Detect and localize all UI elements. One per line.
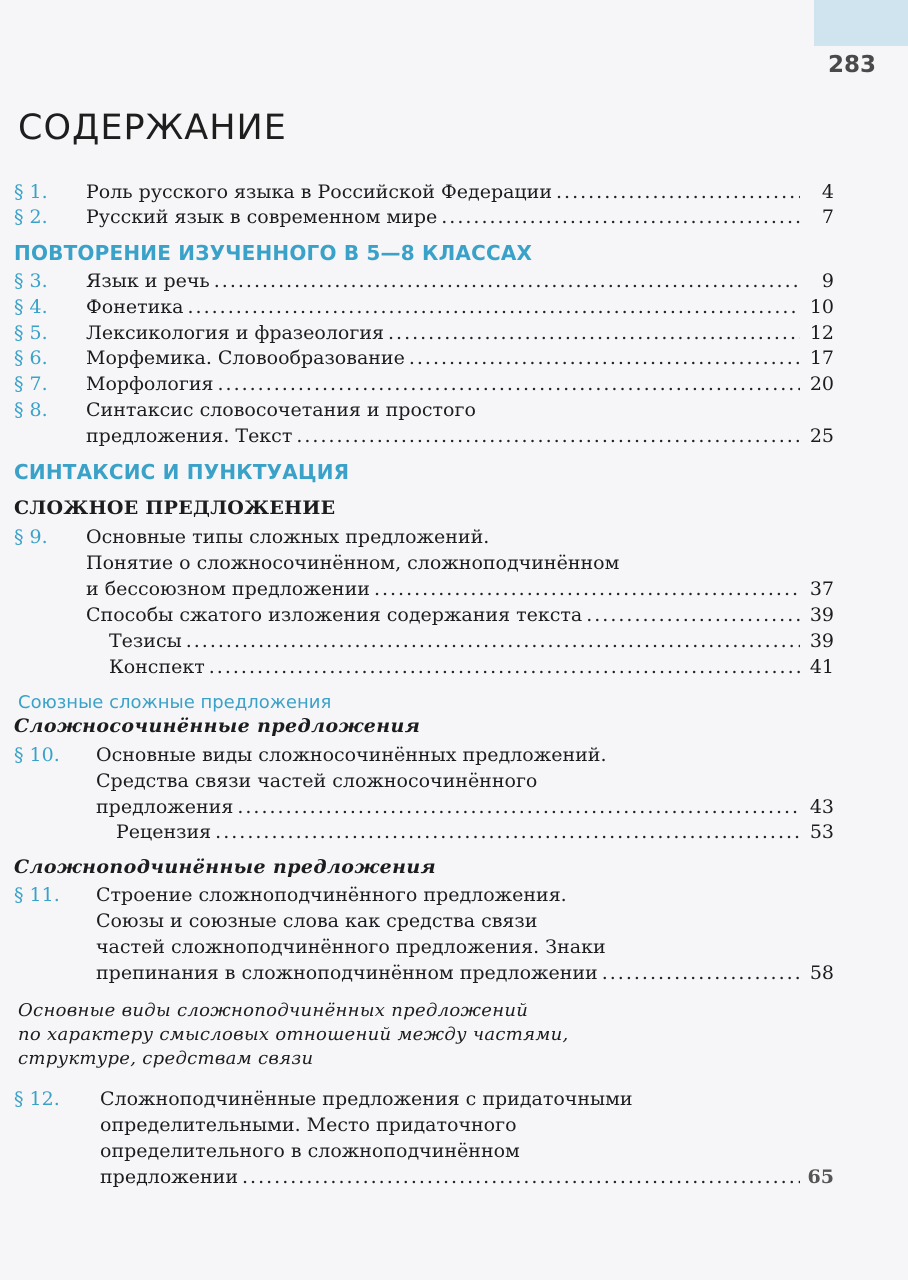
- entry-title: предложении: [100, 1166, 238, 1188]
- toc-entry-5[interactable]: [14, 321, 834, 346]
- toc-entry-9-line-4[interactable]: [14, 603, 834, 628]
- entry-number: § 9.: [14, 526, 48, 548]
- toc-entry-11-line-1[interactable]: [14, 883, 834, 908]
- page-number: 283: [827, 52, 876, 78]
- entry-page: 7: [821, 206, 834, 228]
- entry-page: 17: [809, 347, 834, 369]
- leader-dots: [602, 961, 800, 986]
- italic-subheading-line-1: Основные виды сложноподчинённых предложений: [18, 1000, 529, 1021]
- entry-number: § 7.: [14, 373, 48, 395]
- leader-dots: [217, 372, 800, 397]
- toc-subentry-synopsis[interactable]: [14, 655, 834, 680]
- toc-entry-12-line-2: [14, 1113, 834, 1138]
- entry-number: § 1.: [14, 181, 48, 203]
- toc-entry-6[interactable]: [14, 346, 834, 371]
- entry-page: 65: [807, 1166, 834, 1188]
- entry-title: определительными. Место придаточного: [100, 1114, 517, 1136]
- subsection-compound: Сложносочинённые предложения: [14, 715, 421, 737]
- entry-page: 10: [809, 296, 834, 318]
- leader-dots: [242, 1165, 800, 1190]
- entry-page: 20: [809, 373, 834, 395]
- entry-number: § 8.: [14, 399, 48, 421]
- toc-subentry-review[interactable]: [14, 820, 834, 845]
- subsection-subordinate: Сложноподчинённые предложения: [14, 856, 437, 878]
- entry-page: 58: [809, 962, 834, 984]
- entry-title: Средства связи частей сложносочинённого: [96, 770, 538, 792]
- leader-dots: [388, 321, 800, 346]
- entry-title: Роль русского языка в Российской Федерации: [86, 181, 552, 203]
- toc-entry-2[interactable]: [14, 205, 834, 230]
- toc-entry-7[interactable]: [14, 372, 834, 397]
- entry-title: и бессоюзном предложении: [86, 578, 370, 600]
- entry-number: § 12.: [14, 1088, 60, 1110]
- toc-entry-12-line-3: [14, 1139, 834, 1164]
- entry-page: 39: [809, 604, 834, 626]
- entry-title: Синтаксис словосочетания и простого: [86, 399, 476, 421]
- leader-dots: [186, 629, 800, 654]
- toc-entry-4[interactable]: [14, 295, 834, 320]
- toc-entry-11-line-2: [14, 909, 834, 934]
- entry-page: 37: [809, 578, 834, 600]
- section-heading-syntax: СИНТАКСИС И ПУНКТУАЦИЯ: [14, 460, 350, 484]
- leader-dots: [296, 424, 800, 449]
- entry-title: Сложноподчинённые предложения с придаточными: [100, 1088, 633, 1110]
- entry-number: § 6.: [14, 347, 48, 369]
- leader-dots: [586, 603, 800, 628]
- toc-entry-12-line-1[interactable]: [14, 1087, 834, 1112]
- entry-title: предложения: [96, 796, 234, 818]
- entry-title: частей сложноподчинённого предложения. Знаки: [96, 936, 606, 958]
- entry-number: § 10.: [14, 744, 60, 766]
- entry-title: препинания в сложноподчинённом предложении: [96, 962, 598, 984]
- toc-entry-10-line-3[interactable]: [14, 795, 834, 820]
- leader-dots: [209, 655, 800, 680]
- entry-page: 4: [821, 181, 834, 203]
- entry-title: предложения. Текст: [86, 425, 293, 447]
- toc-entry-10-line-2: [14, 769, 834, 794]
- section-heading-review: ПОВТОРЕНИЕ ИЗУЧЕННОГО В 5—8 КЛАССАХ: [14, 241, 533, 265]
- toc-entry-3[interactable]: [14, 269, 834, 294]
- entry-page: 41: [809, 656, 834, 678]
- italic-subheading-line-3: структуре, средствам связи: [18, 1048, 314, 1069]
- entry-title: Морфемика. Словообразование: [86, 347, 405, 369]
- leader-dots: [409, 346, 800, 371]
- toc-entry-8-line-2[interactable]: [14, 424, 834, 449]
- entry-title: Основные типы сложных предложений.: [86, 526, 490, 548]
- toc-entry-11-line-4[interactable]: [14, 961, 834, 986]
- leader-dots: [188, 295, 801, 320]
- leader-dots: [441, 205, 800, 230]
- toc-entry-12-line-4[interactable]: [14, 1165, 834, 1190]
- toc-entry-10-line-1[interactable]: [14, 743, 834, 768]
- entry-title: Понятие о сложносочинённом, сложноподчинённом: [86, 552, 620, 574]
- leader-dots: [215, 820, 800, 845]
- leader-dots: [237, 795, 800, 820]
- toc-entry-9-line-1[interactable]: [14, 525, 834, 550]
- entry-title: Способы сжатого изложения содержания текста: [86, 604, 583, 626]
- toc-entry-1[interactable]: [14, 180, 834, 205]
- toc-entry-8-line-1[interactable]: [14, 398, 834, 423]
- entry-title: Морфология: [86, 373, 214, 395]
- leader-dots: [214, 269, 800, 294]
- entry-page: 9: [821, 270, 834, 292]
- entry-title: Русский язык в современном мире: [86, 206, 438, 228]
- entry-title: Фонетика: [86, 296, 184, 318]
- entry-page: 12: [809, 322, 834, 344]
- entry-page: 43: [809, 796, 834, 818]
- toc-entry-11-line-3: [14, 935, 834, 960]
- entry-page: 25: [809, 425, 834, 447]
- entry-page: 39: [809, 630, 834, 652]
- entry-number: § 2.: [14, 206, 48, 228]
- entry-page: 53: [809, 821, 834, 843]
- entry-title: Лексикология и фразеология: [86, 322, 384, 344]
- entry-title: Конспект: [109, 656, 205, 678]
- section-heading-complex: СЛОЖНОЕ ПРЕДЛОЖЕНИЕ: [14, 497, 336, 519]
- entry-number: § 5.: [14, 322, 48, 344]
- leader-dots: [374, 577, 800, 602]
- entry-title: Основные виды сложносочинённых предложений.: [96, 744, 607, 766]
- entry-title: определительного в сложноподчинённом: [100, 1140, 520, 1162]
- entry-title: Союзы и союзные слова как средства связи: [96, 910, 538, 932]
- italic-subheading-line-2: по характеру смысловых отношений между частями,: [18, 1024, 569, 1045]
- entry-number: § 4.: [14, 296, 48, 318]
- page-title: СОДЕРЖАНИЕ: [18, 108, 287, 148]
- toc-subentry-theses[interactable]: [14, 629, 834, 654]
- entry-title: Строение сложноподчинённого предложения.: [96, 884, 567, 906]
- entry-title: Рецензия: [116, 821, 212, 843]
- leader-dots: [556, 180, 800, 205]
- subsection-union: Союзные сложные предложения: [18, 692, 332, 713]
- toc-entry-9-line-3[interactable]: [14, 577, 834, 602]
- entry-number: § 3.: [14, 270, 48, 292]
- entry-title: Язык и речь: [86, 270, 210, 292]
- entry-number: § 11.: [14, 884, 60, 906]
- entry-title: Тезисы: [109, 630, 182, 652]
- toc-entry-9-line-2: [14, 551, 834, 576]
